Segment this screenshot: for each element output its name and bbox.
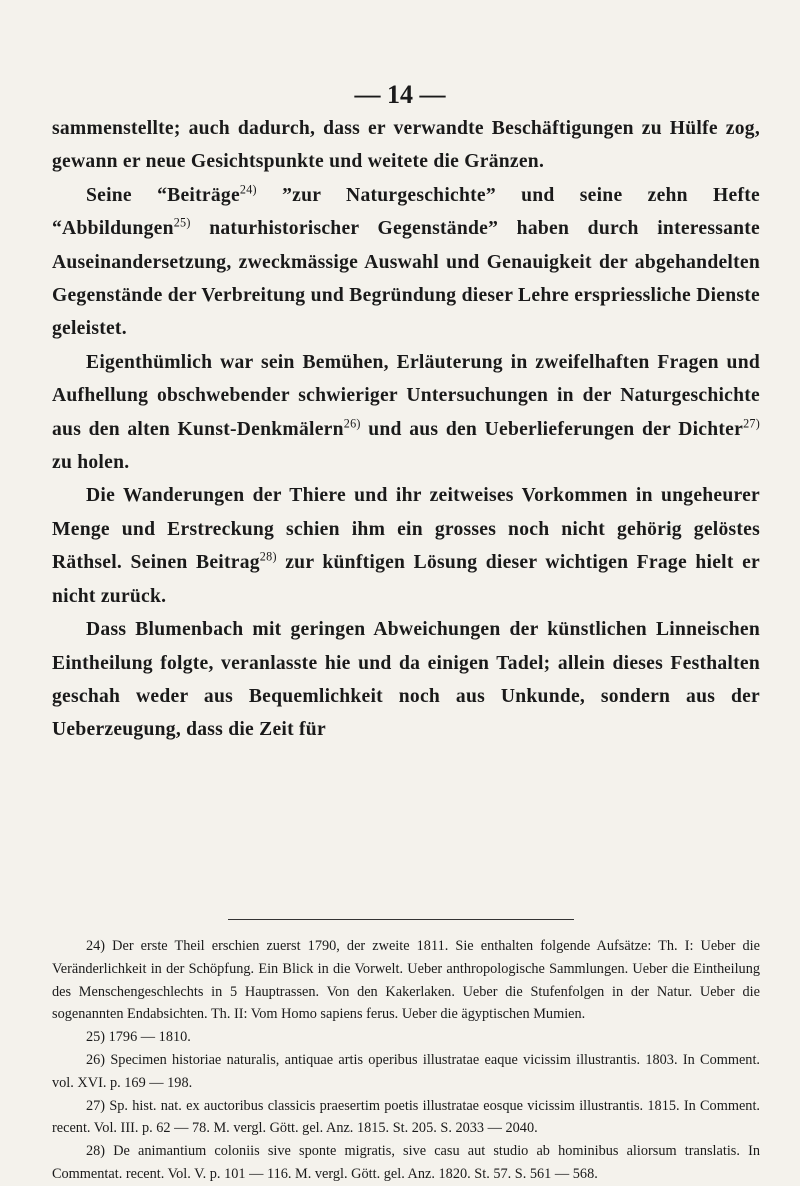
footnote-27: 27) Sp. hist. nat. ex auctoribus classicis praesertim poetis illustratae eosque vicissim illustrantis. 1815. In Comment. recent. Vol. III. p. 62 — 78. M. vergl. Gött. gel. Anz. 1815. St. 205. S. 2033 — 2040.	[52, 1097, 760, 1137]
page-number: — 14 —	[354, 80, 446, 109]
paragraph-2	[52, 179, 760, 346]
text-segment: ”zur Naturgeschichte” und seine zehn Hefte “Abbildungen	[52, 184, 760, 240]
footnote-26: 26) Specimen historiae naturalis, antiquae artis operibus illustratae eaque vicissim illustrantis. 1803. In Comment. vol. XVI. p. 169 — 198.	[52, 1051, 760, 1091]
text-segment: und aus den Ueberlieferungen der Dichter	[368, 418, 744, 440]
footnote-25: 25) 1796 — 1810.	[86, 1029, 191, 1046]
text-segment: Die Wanderungen der Thiere und ihr zeitweises Vorkommen in ungeheurer Menge und Erstreckung schien ihm ein grosses noch nicht gehörig gelöstes Räthsel. Seinen Beitrag	[52, 485, 760, 574]
footnote-ref-28: 28)	[259, 549, 277, 564]
text-segment: Seine “Beiträge	[86, 184, 240, 206]
paragraph-3	[52, 346, 760, 480]
footnote-24: 24) Der erste Theil erschien zuerst 1790, der zweite 1811. Sie enthalten folgende Aufsätze: Th. I: Ueber die Veränderlichkeit in der Schöpfung. Ein Blick in die Vorwelt. Ueber anthropologische Sammlungen. Ueber die Eintheilung des Menschengeschlechts in 5 Hauptrassen. Von den Kakerlaken. Ueber die Stufenfolgen in der Natur. Ueber die sogenannten Endabsichten. Th. II: Vom Homo sapiens ferus. Ueber die ägyptischen Mumien.	[52, 938, 760, 1023]
main-text	[52, 112, 760, 747]
footnote-divider	[228, 919, 574, 920]
text-segment: zu holen.	[52, 452, 130, 474]
footnotes	[52, 935, 760, 1186]
text-segment: Eigenthümlich war sein Bemühen, Erläuterung in zweifelhaften Fragen und Aufhellung obschwebender schwieriger Untersuchungen in der Naturgeschichte aus den alten Kunst-Denkmälern	[52, 351, 760, 440]
footnote-ref-24: 24)	[239, 182, 257, 197]
footnote-ref-26: 26)	[343, 416, 361, 431]
footnote-ref-25: 25)	[173, 215, 191, 230]
footnote-ref-27: 27)	[743, 416, 760, 431]
text-segment: naturhistorischer Gegenstände” haben durch interessante Auseinandersetzung, zweckmässige Auswahl und Genauigkeit der abgehandelten Gegenstände der Verbreitung und Begründung dieser Lehre erspriessliche Dienste geleistet.	[52, 218, 760, 340]
text-segment: zur künftigen Lösung dieser wichtigen Frage hielt er nicht zurück.	[52, 552, 760, 607]
footnote-28: 28) De animantium coloniis sive sponte migratis, sive casu aut studio ab hominibus aliorsum translatis. In Commentat. recent. Vol. V. p. 101 — 116. M. vergl. Gött. gel. Anz. 1820. St. 57. S. 561 — 568.	[52, 1143, 760, 1182]
paragraph-4	[52, 479, 760, 613]
paragraph-1: sammenstellte; auch dadurch, dass er verwandte Beschäftigungen zu Hülfe zog, gewann er neue Gesichtspunkte und weitete die Gränzen.	[52, 118, 760, 173]
paragraph-5: Dass Blumenbach mit geringen Abweichungen der künstlichen Linneischen Eintheilung folgte, veranlasste hie und da einigen Tadel; allein dieses Festhalten geschah weder aus Bequemlichkeit noch aus Unkunde, sondern aus der Ueberzeugung, dass die Zeit für	[52, 619, 760, 741]
